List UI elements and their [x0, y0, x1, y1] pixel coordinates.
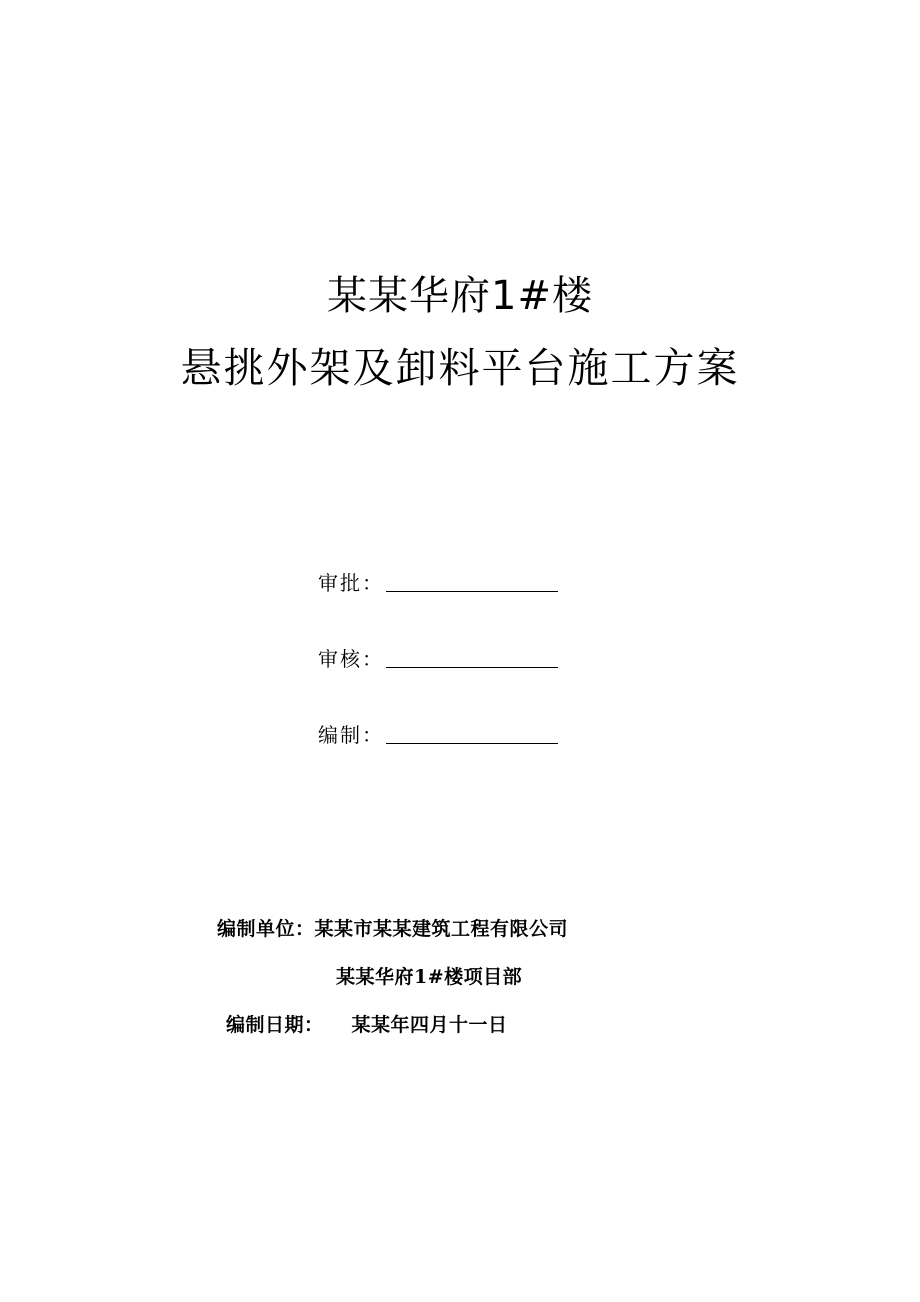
document-title-line2: 悬挑外架及卸料平台施工方案 — [180, 344, 740, 392]
compile-date-row — [226, 1012, 508, 1038]
compile-label: 编制： — [318, 723, 384, 747]
project-department: 某某华府1#楼项目部 — [336, 966, 523, 988]
review-label: 审核： — [318, 647, 384, 671]
review-signature-line — [386, 645, 558, 668]
compiling-unit: 编制单位：某某市某某建筑工程有限公司 — [217, 918, 569, 940]
compile-date-value: 某某年四月十一日 — [351, 1014, 508, 1036]
review-signature-row — [318, 642, 558, 672]
approve-label: 审批： — [318, 571, 384, 595]
document-title-line1: 某某华府1#楼 — [327, 273, 593, 319]
compile-signature-row — [318, 718, 558, 748]
approve-signature-line — [386, 569, 558, 592]
compile-signature-line — [386, 721, 558, 744]
approval-signature-row — [318, 566, 558, 596]
compile-date-label: 编制日期： — [226, 1014, 324, 1036]
